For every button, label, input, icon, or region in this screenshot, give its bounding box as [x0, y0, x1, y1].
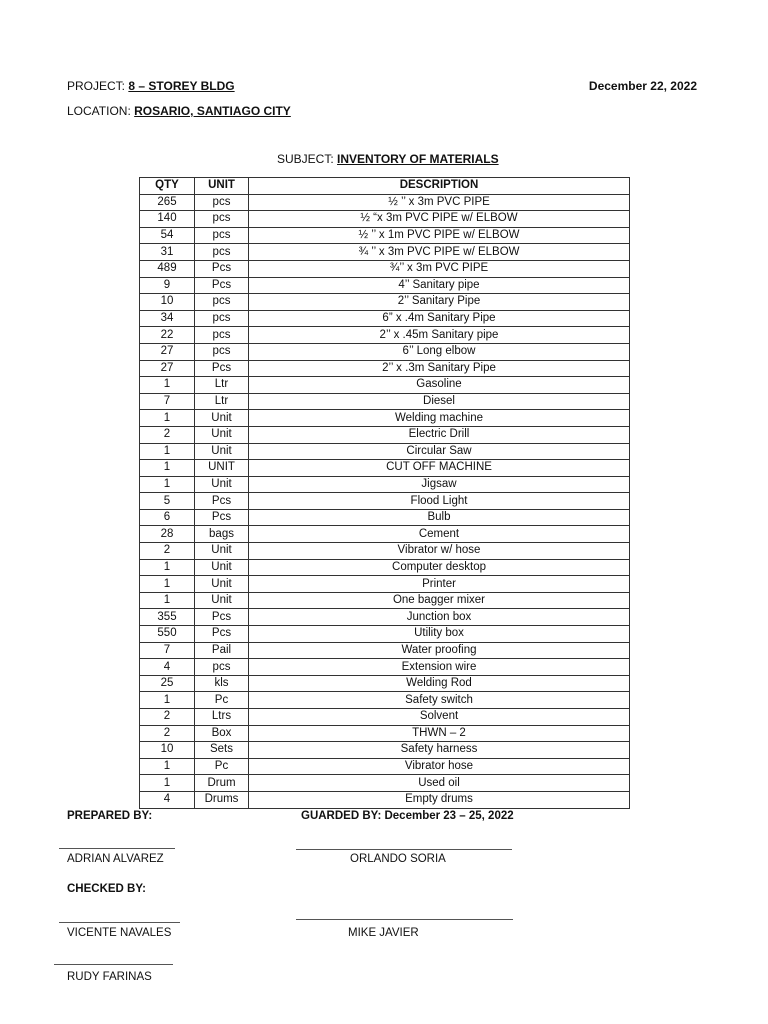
description-cell: Diesel — [249, 393, 630, 410]
unit-cell: Unit — [195, 543, 249, 560]
unit-cell: pcs — [195, 659, 249, 676]
qty-cell: 1 — [140, 460, 195, 477]
unit-cell: UNIT — [195, 460, 249, 477]
unit-cell: Pcs — [195, 260, 249, 277]
table-row — [140, 493, 630, 510]
description-cell: ½ ’’ x 1m PVC PIPE w/ ELBOW — [249, 227, 630, 244]
qty-cell: 550 — [140, 626, 195, 643]
unit-cell: Pcs — [195, 360, 249, 377]
table-row — [140, 509, 630, 526]
qty-cell: 4 — [140, 659, 195, 676]
qty-cell: 2 — [140, 725, 195, 742]
qty-cell: 31 — [140, 244, 195, 261]
table-row — [140, 360, 630, 377]
qty-cell: 54 — [140, 227, 195, 244]
table-row — [140, 775, 630, 792]
description-cell: One bagger mixer — [249, 592, 630, 609]
table-header-row — [140, 178, 630, 195]
description-cell: Circular Saw — [249, 443, 630, 460]
qty-cell: 28 — [140, 526, 195, 543]
qty-cell: 355 — [140, 609, 195, 626]
table-row — [140, 343, 630, 360]
qty-cell: 1 — [140, 692, 195, 709]
unit-cell: pcs — [195, 194, 249, 211]
table-row — [140, 410, 630, 427]
table-row — [140, 576, 630, 593]
table-row — [140, 244, 630, 261]
qty-cell: 265 — [140, 194, 195, 211]
description-cell: Electric Drill — [249, 426, 630, 443]
unit-cell: pcs — [195, 343, 249, 360]
table-row — [140, 460, 630, 477]
table-row — [140, 742, 630, 759]
table-row — [140, 692, 630, 709]
description-cell: THWN – 2 — [249, 725, 630, 742]
qty-cell: 4 — [140, 791, 195, 808]
qty-cell: 10 — [140, 294, 195, 311]
location-line — [67, 104, 291, 118]
subject-label: SUBJECT: — [277, 152, 334, 166]
table-row — [140, 194, 630, 211]
description-cell: Vibrator hose — [249, 758, 630, 775]
unit-cell: Pcs — [195, 626, 249, 643]
description-cell: Junction box — [249, 609, 630, 626]
description-cell: Utility box — [249, 626, 630, 643]
qty-cell: 34 — [140, 310, 195, 327]
qty-cell: 1 — [140, 592, 195, 609]
unit-cell: Pcs — [195, 509, 249, 526]
qty-cell: 7 — [140, 393, 195, 410]
table-row — [140, 294, 630, 311]
checked-signature-line-1 — [59, 922, 180, 923]
description-cell: ¾’’ x 3m PVC PIPE — [249, 260, 630, 277]
description-cell: Safety harness — [249, 742, 630, 759]
description-cell: 2’’ Sanitary Pipe — [249, 294, 630, 311]
table-row — [140, 609, 630, 626]
table-row — [140, 526, 630, 543]
unit-cell: Unit — [195, 443, 249, 460]
description-cell: Jigsaw — [249, 476, 630, 493]
qty-cell: 140 — [140, 211, 195, 228]
table-row — [140, 310, 630, 327]
qty-cell: 27 — [140, 343, 195, 360]
qty-cell: 489 — [140, 260, 195, 277]
guarded-signature-line-2 — [296, 919, 513, 920]
guarded-name-2: MIKE JAVIER — [348, 927, 419, 939]
table-row — [140, 709, 630, 726]
description-cell: Extension wire — [249, 659, 630, 676]
qty-cell: 25 — [140, 675, 195, 692]
description-cell: ¾ ’’ x 3m PVC PIPE w/ ELBOW — [249, 244, 630, 261]
unit-cell: Sets — [195, 742, 249, 759]
qty-cell: 9 — [140, 277, 195, 294]
location-label: LOCATION: — [67, 104, 131, 118]
qty-cell: 1 — [140, 377, 195, 394]
description-cell: CUT OFF MACHINE — [249, 460, 630, 477]
qty-cell: 1 — [140, 443, 195, 460]
project-value: 8 – STOREY BLDG — [128, 79, 235, 93]
description-cell: Computer desktop — [249, 559, 630, 576]
table-row — [140, 443, 630, 460]
description-cell: 6” x .4m Sanitary Pipe — [249, 310, 630, 327]
unit-cell: pcs — [195, 227, 249, 244]
table-row — [140, 659, 630, 676]
location-value: ROSARIO, SANTIAGO CITY — [134, 104, 291, 118]
unit-cell: pcs — [195, 294, 249, 311]
unit-cell: Pcs — [195, 609, 249, 626]
qty-header: QTY — [140, 178, 195, 195]
project-line — [67, 79, 235, 93]
unit-cell: Drum — [195, 775, 249, 792]
document-date: December 22, 2022 — [588, 79, 697, 93]
qty-cell: 1 — [140, 476, 195, 493]
description-cell: 4’’ Sanitary pipe — [249, 277, 630, 294]
table-row — [140, 675, 630, 692]
prepared-by-label: PREPARED BY: — [67, 810, 153, 822]
qty-cell: 5 — [140, 493, 195, 510]
qty-cell: 22 — [140, 327, 195, 344]
unit-cell: kls — [195, 675, 249, 692]
unit-cell: Unit — [195, 476, 249, 493]
table-row — [140, 626, 630, 643]
unit-cell: pcs — [195, 211, 249, 228]
guarded-by-label: GUARDED BY: December 23 – 25, 2022 — [301, 810, 514, 822]
description-cell: Bulb — [249, 509, 630, 526]
unit-cell: Ltr — [195, 393, 249, 410]
description-cell: Safety switch — [249, 692, 630, 709]
description-cell: ½ ’’ x 3m PVC PIPE — [249, 194, 630, 211]
unit-header: UNIT — [195, 178, 249, 195]
project-label: PROJECT: — [67, 79, 126, 93]
unit-cell: Pcs — [195, 493, 249, 510]
description-header: DESCRIPTION — [249, 178, 630, 195]
table-row — [140, 642, 630, 659]
inventory-body — [140, 194, 630, 808]
description-cell: Used oil — [249, 775, 630, 792]
qty-cell: 1 — [140, 410, 195, 427]
description-cell: Empty drums — [249, 791, 630, 808]
table-row — [140, 277, 630, 294]
unit-cell: Unit — [195, 410, 249, 427]
description-cell: 2’’ x .45m Sanitary pipe — [249, 327, 630, 344]
description-cell: Water proofing — [249, 642, 630, 659]
description-cell: 6’’ Long elbow — [249, 343, 630, 360]
unit-cell: Pc — [195, 692, 249, 709]
table-row — [140, 426, 630, 443]
unit-cell: pcs — [195, 244, 249, 261]
table-row — [140, 227, 630, 244]
qty-cell: 2 — [140, 543, 195, 560]
description-cell: Gasoline — [249, 377, 630, 394]
unit-cell: Unit — [195, 559, 249, 576]
qty-cell: 27 — [140, 360, 195, 377]
description-cell: Solvent — [249, 709, 630, 726]
qty-cell: 1 — [140, 576, 195, 593]
subject-value: INVENTORY OF MATERIALS — [337, 152, 499, 166]
description-cell: Vibrator w/ hose — [249, 543, 630, 560]
table-row — [140, 260, 630, 277]
qty-cell: 1 — [140, 559, 195, 576]
qty-cell: 1 — [140, 775, 195, 792]
table-row — [140, 476, 630, 493]
guarded-signature-line-1 — [296, 849, 512, 850]
unit-cell: pcs — [195, 310, 249, 327]
description-cell: Welding Rod — [249, 675, 630, 692]
unit-cell: Drums — [195, 791, 249, 808]
prepared-signature-line — [59, 848, 175, 849]
table-row — [140, 393, 630, 410]
table-row — [140, 327, 630, 344]
description-cell: 2’’ x .3m Sanitary Pipe — [249, 360, 630, 377]
qty-cell: 7 — [140, 642, 195, 659]
description-cell: Printer — [249, 576, 630, 593]
table-row — [140, 377, 630, 394]
unit-cell: Pc — [195, 758, 249, 775]
unit-cell: Unit — [195, 592, 249, 609]
prepared-name: ADRIAN ALVAREZ — [67, 853, 164, 865]
checked-name-2: RUDY FARINAS — [67, 971, 152, 983]
checked-by-label: CHECKED BY: — [67, 883, 147, 895]
table-row — [140, 592, 630, 609]
description-cell: ½ “x 3m PVC PIPE w/ ELBOW — [249, 211, 630, 228]
unit-cell: Unit — [195, 576, 249, 593]
subject-line — [277, 152, 499, 166]
unit-cell: Unit — [195, 426, 249, 443]
unit-cell: Pail — [195, 642, 249, 659]
qty-cell: 2 — [140, 426, 195, 443]
unit-cell: pcs — [195, 327, 249, 344]
checked-signature-line-2 — [54, 964, 173, 965]
table-row — [140, 758, 630, 775]
checked-name-1: VICENTE NAVALES — [67, 927, 172, 939]
qty-cell: 1 — [140, 758, 195, 775]
unit-cell: Ltrs — [195, 709, 249, 726]
guarded-name-1: ORLANDO SORIA — [350, 853, 446, 865]
qty-cell: 2 — [140, 709, 195, 726]
table-row — [140, 725, 630, 742]
table-row — [140, 559, 630, 576]
qty-cell: 6 — [140, 509, 195, 526]
inventory-table — [139, 177, 630, 809]
table-row — [140, 211, 630, 228]
table-row — [140, 791, 630, 808]
unit-cell: bags — [195, 526, 249, 543]
unit-cell: Pcs — [195, 277, 249, 294]
unit-cell: Ltr — [195, 377, 249, 394]
qty-cell: 10 — [140, 742, 195, 759]
description-cell: Cement — [249, 526, 630, 543]
description-cell: Flood Light — [249, 493, 630, 510]
description-cell: Welding machine — [249, 410, 630, 427]
table-row — [140, 543, 630, 560]
unit-cell: Box — [195, 725, 249, 742]
